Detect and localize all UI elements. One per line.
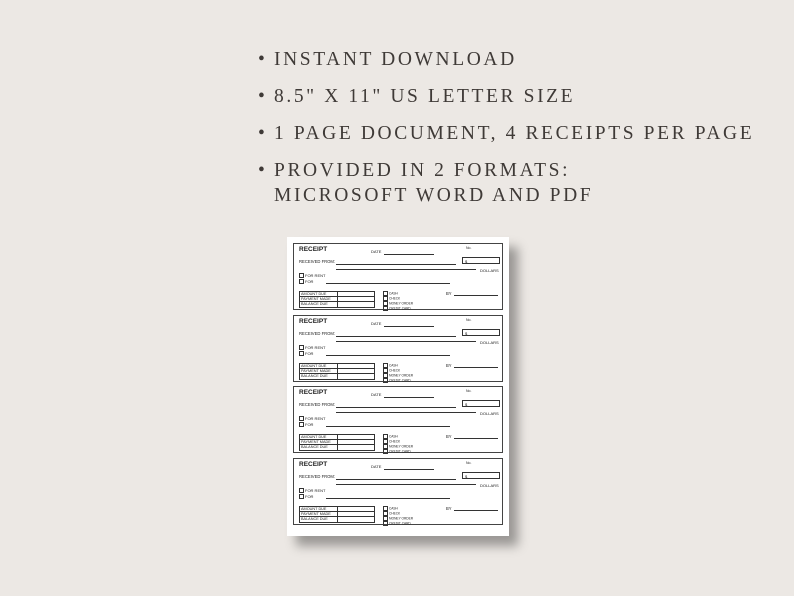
for-label: FOR [305, 422, 314, 427]
by-line [454, 295, 498, 296]
received-from-label: RECEIVED FROM: [299, 402, 336, 407]
payment-option-label: CHECK [389, 511, 401, 516]
date-label: DATE [371, 464, 382, 469]
by-label: BY [446, 434, 452, 439]
table-row [300, 374, 375, 379]
checkbox-icon [383, 449, 388, 454]
receipt-title: RECEIPT [299, 461, 328, 468]
for-checkbox [299, 351, 313, 356]
date-label: DATE [371, 249, 382, 254]
feature-item [258, 84, 754, 109]
payment-option [383, 521, 413, 526]
checkbox-icon [299, 422, 304, 427]
feature-item [258, 47, 754, 72]
payment-option [383, 306, 413, 311]
balance-due-cell [338, 445, 375, 450]
payment-option-label: CREDIT CARD [389, 378, 411, 383]
balance-due-label: BALANCE DUE [300, 445, 338, 450]
balance-table [299, 363, 375, 380]
received-from-line [336, 264, 456, 265]
payment-option-label: CHECK [389, 296, 401, 301]
checkbox-icon [299, 279, 304, 284]
by-line [454, 438, 498, 439]
by-line [454, 510, 498, 511]
payment-option-label: CASH [389, 291, 398, 296]
payment-made-label: PAYMENT MADE [300, 297, 338, 302]
dollars-line [336, 484, 476, 485]
dollars-line [336, 412, 476, 413]
dollars-line [336, 269, 476, 270]
balance-due-label: BALANCE DUE [300, 517, 338, 522]
checkbox-icon [299, 488, 304, 493]
bullet-icon: • [258, 123, 268, 144]
amount-due-label: AMOUNT DUE [300, 364, 338, 369]
for-rent-checkbox [299, 273, 325, 278]
checkbox-icon [383, 378, 388, 383]
payment-method-list [383, 506, 413, 526]
payment-method-list [383, 434, 413, 454]
by-label: BY [446, 291, 452, 296]
payment-option [383, 378, 413, 383]
date-label: DATE [371, 321, 382, 326]
payment-option-label: CHECK [389, 439, 401, 444]
receipt-title: RECEIPT [299, 318, 328, 325]
dollars-label: DOLLARS [480, 411, 499, 416]
payment-method-list [383, 363, 413, 383]
payment-option-label: CREDIT CARD [389, 306, 411, 311]
receipt-number-label: No. [466, 246, 472, 250]
receipt-form [293, 458, 503, 525]
table-row [300, 302, 375, 307]
date-line [384, 326, 434, 327]
bullet-icon: • [258, 49, 268, 70]
dollars-label: DOLLARS [480, 340, 499, 345]
checkbox-icon [299, 494, 304, 499]
for-rent-checkbox [299, 488, 325, 493]
table-row [300, 445, 375, 450]
feature-text: PROVIDED IN 2 FORMATS: [274, 160, 571, 181]
feature-item [258, 121, 754, 146]
payment-option-label: CASH [389, 434, 398, 439]
amount-due-label: AMOUNT DUE [300, 292, 338, 297]
by-label: BY [446, 506, 452, 511]
for-line [326, 426, 450, 427]
dollars-label: DOLLARS [480, 268, 499, 273]
dollars-label: DOLLARS [480, 483, 499, 488]
for-line [326, 355, 450, 356]
by-line [454, 367, 498, 368]
receipt-number-label: No. [466, 389, 472, 393]
payment-option-label: MONEY ORDER [389, 373, 414, 378]
amount-due-label: AMOUNT DUE [300, 507, 338, 512]
bullet-icon: • [258, 86, 268, 107]
receipt-form [293, 315, 503, 382]
balance-due-label: BALANCE DUE [300, 374, 338, 379]
payment-made-label: PAYMENT MADE [300, 440, 338, 445]
for-label: FOR [305, 351, 314, 356]
checkbox-icon [299, 416, 304, 421]
amount-box: $ [462, 329, 500, 336]
feature-text: INSTANT DOWNLOAD [274, 49, 517, 70]
dollars-line [336, 341, 476, 342]
payment-option [383, 449, 413, 454]
payment-option-label: CHECK [389, 368, 401, 373]
for-rent-label: FOR RENT [305, 345, 326, 350]
amount-box: $ [462, 257, 500, 264]
for-rent-label: FOR RENT [305, 416, 326, 421]
for-label: FOR [305, 494, 314, 499]
amount-box: $ [462, 472, 500, 479]
by-label: BY [446, 363, 452, 368]
payment-option-label: MONEY ORDER [389, 516, 414, 521]
balance-table [299, 434, 375, 451]
payment-made-label: PAYMENT MADE [300, 512, 338, 517]
for-rent-label: FOR RENT [305, 488, 326, 493]
table-row [300, 517, 375, 522]
received-from-label: RECEIVED FROM: [299, 474, 336, 479]
amount-box: $ [462, 400, 500, 407]
date-line [384, 397, 434, 398]
received-from-line [336, 336, 456, 337]
checkbox-icon [299, 351, 304, 356]
feature-text: 8.5" X 11" US LETTER SIZE [274, 86, 576, 107]
received-from-line [336, 407, 456, 408]
receipt-title: RECEIPT [299, 246, 328, 253]
balance-due-label: BALANCE DUE [300, 302, 338, 307]
for-rent-label: FOR RENT [305, 273, 326, 278]
receipt-form [293, 386, 503, 453]
payment-method-list [383, 291, 413, 311]
for-line [326, 498, 450, 499]
payment-option-label: MONEY ORDER [389, 301, 414, 306]
checkbox-icon [299, 273, 304, 278]
receipt-number-label: No. [466, 461, 472, 465]
received-from-label: RECEIVED FROM: [299, 331, 336, 336]
date-line [384, 469, 434, 470]
balance-due-cell [338, 302, 375, 307]
amount-due-label: AMOUNT DUE [300, 435, 338, 440]
bullet-icon: • [258, 160, 268, 181]
feature-item [258, 158, 754, 208]
payment-made-label: PAYMENT MADE [300, 369, 338, 374]
for-rent-checkbox [299, 416, 325, 421]
feature-text-line2: MICROSOFT WORD AND PDF [274, 185, 594, 206]
balance-due-cell [338, 517, 375, 522]
receipt-page-preview [287, 237, 509, 536]
receipt-number-label: No. [466, 318, 472, 322]
payment-option-label: CASH [389, 363, 398, 368]
checkbox-icon [383, 521, 388, 526]
balance-table [299, 506, 375, 523]
payment-option-label: CREDIT CARD [389, 521, 411, 526]
payment-option-label: MONEY ORDER [389, 444, 414, 449]
for-checkbox [299, 422, 313, 427]
for-checkbox [299, 279, 313, 284]
balance-due-cell [338, 374, 375, 379]
payment-option-label: CASH [389, 506, 398, 511]
received-from-line [336, 479, 456, 480]
received-from-label: RECEIVED FROM: [299, 259, 336, 264]
receipt-title: RECEIPT [299, 389, 328, 396]
date-line [384, 254, 434, 255]
feature-text: 1 PAGE DOCUMENT, 4 RECEIPTS PER PAGE [274, 123, 755, 144]
receipt-form [293, 243, 503, 310]
checkbox-icon [299, 345, 304, 350]
balance-table [299, 291, 375, 308]
checkbox-icon [383, 306, 388, 311]
for-rent-checkbox [299, 345, 325, 350]
for-label: FOR [305, 279, 314, 284]
date-label: DATE [371, 392, 382, 397]
payment-option-label: CREDIT CARD [389, 449, 411, 454]
feature-list [258, 47, 754, 220]
for-checkbox [299, 494, 313, 499]
for-line [326, 283, 450, 284]
